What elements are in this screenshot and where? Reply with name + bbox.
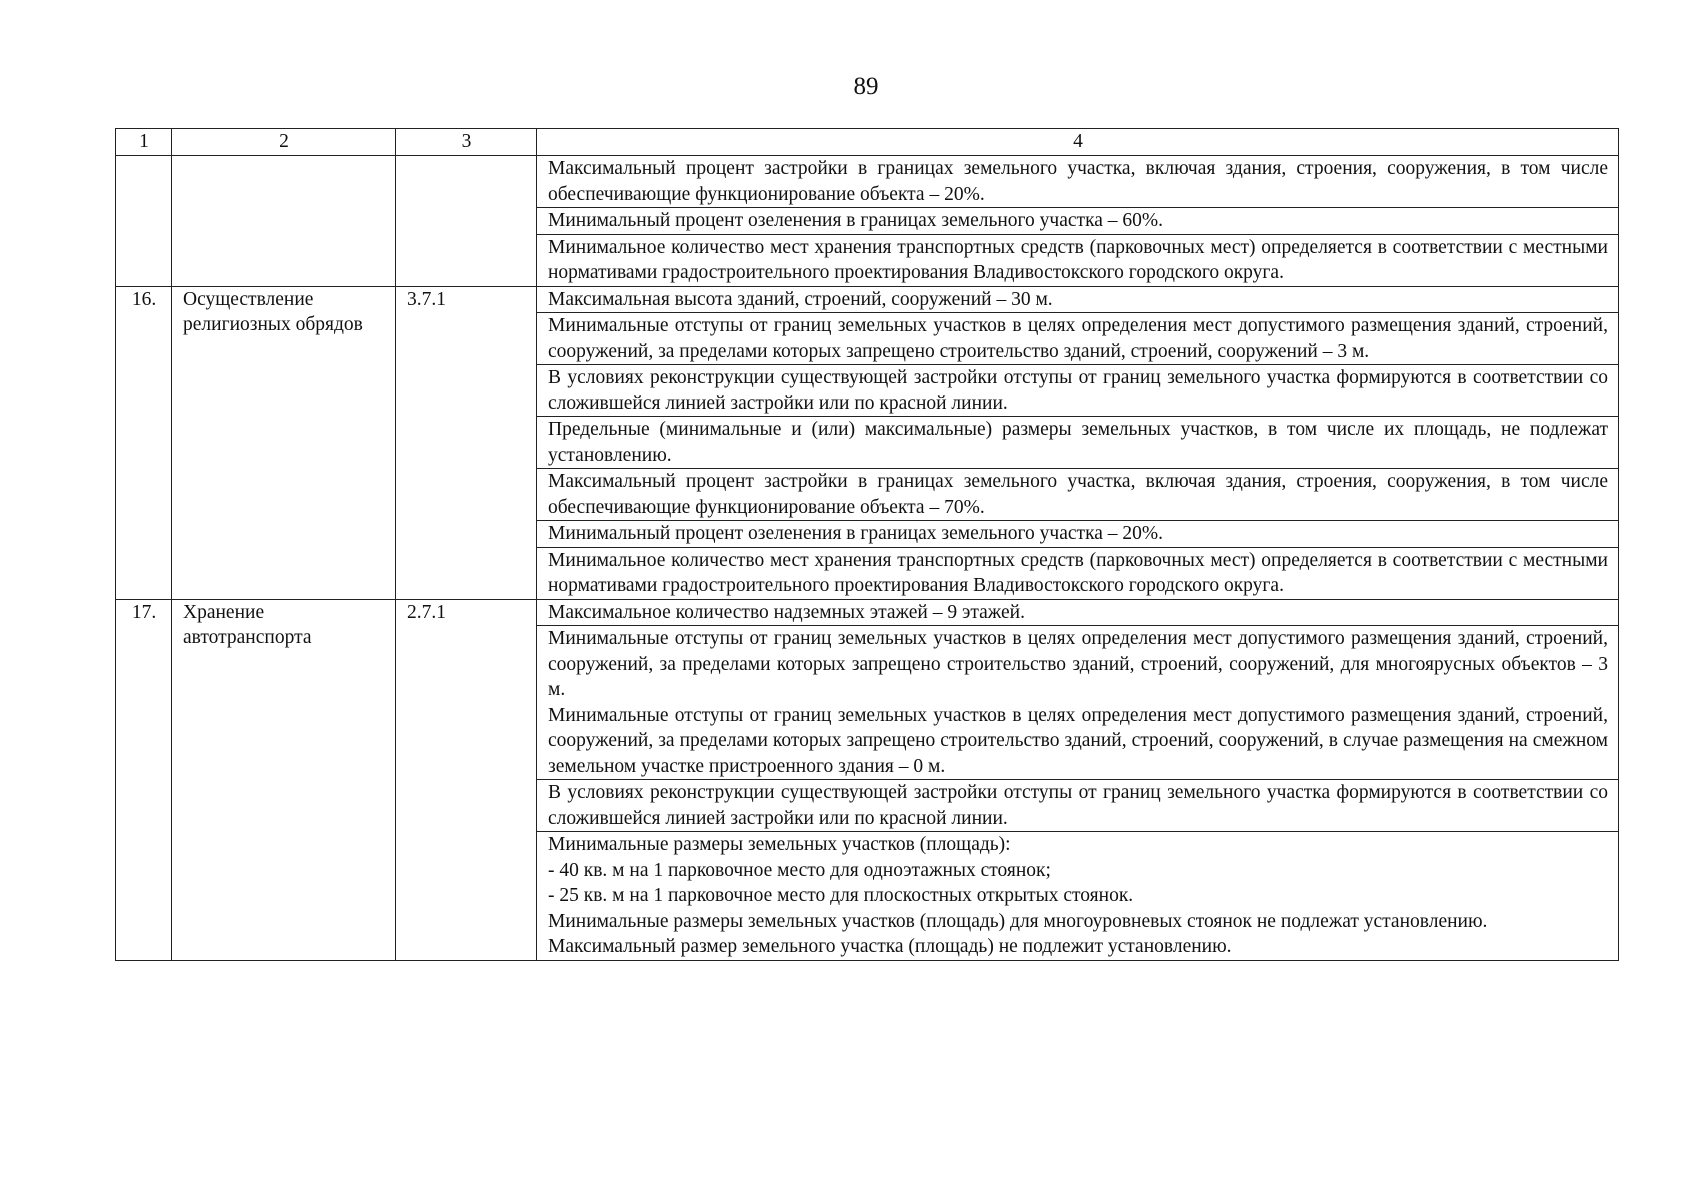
parameter-cell (537, 313, 1619, 365)
parameter-cell (537, 780, 1619, 832)
parameter-text: Максимальный размер земельного участка (площадь) не подлежит установлению. (548, 936, 1232, 957)
parameter-text: Минимальное количество мест хранения транспортных средств (парковочных мест) определяется в соответствии с местными нормативами градостроительного проектирования Владивостокского городского округа. (548, 549, 1608, 596)
use-name-cell: Осуществление религиозных обрядов (172, 286, 396, 599)
parameter-cell (537, 286, 1619, 313)
table-row (116, 286, 1619, 313)
regulations-table (115, 128, 1619, 961)
parameter-cell (537, 626, 1619, 780)
parameter-text: Минимальные отступы от границ земельных участков в целях определения мест допустимого размещения зданий, строений, сооружений, за пределами которых запрещено строительство зданий, строений, сооружений, в случае размещения на смежном земельном участке пристроенного здания – 0 м. (548, 704, 1608, 777)
parameter-cell (537, 417, 1619, 469)
table-row (116, 599, 1619, 626)
parameter-text: Максимальная высота зданий, строений, сооружений – 30 м. (548, 288, 1053, 310)
parameter-text: Максимальный процент застройки в границах земельного участка, включая здания, строения, сооружения, в том числе обеспечивающие функционирование объекта – 70%. (548, 471, 1608, 518)
page-number: 89 (853, 73, 879, 100)
use-name-cell: Хранение автотранспорта (172, 599, 396, 960)
parameter-text: В условиях реконструкции существующей застройки отступы от границ земельного участка формируются в соответствии со сложившейся линией застройки или по красной линии. (548, 782, 1608, 829)
table-row (116, 156, 1619, 208)
parameter-text: Предельные (минимальные и (или) максимальные) размеры земельных участков, в том числе их площадь, не подлежат установлению. (548, 419, 1608, 466)
parameter-cell (537, 234, 1619, 286)
parameter-cell (537, 832, 1619, 961)
row-number-cell (116, 156, 172, 287)
parameter-text: Минимальные размеры земельных участков (площадь): (548, 834, 1011, 855)
use-name-cell (172, 156, 396, 287)
row-number-cell: 16. (116, 286, 172, 599)
parameter-text: В условиях реконструкции существующей застройки отступы от границ земельного участка формируются в соответствии со сложившейся линией застройки или по красной линии. (548, 367, 1608, 414)
parameter-text: Максимальный процент застройки в границах земельного участка, включая здания, строения, сооружения, в том числе обеспечивающие функционирование объекта – 20%. (548, 158, 1608, 205)
parameter-cell (537, 547, 1619, 599)
parameter-text: Минимальный процент озеленения в границах земельного участка – 20%. (548, 523, 1164, 544)
parameter-cell (537, 469, 1619, 521)
header-cell-3: 3 (396, 129, 537, 156)
header-cell-1: 1 (116, 129, 172, 156)
parameter-text: Максимальное количество надземных этажей – 9 этажей. (548, 601, 1025, 623)
header-row (116, 129, 1619, 156)
parameter-text: - 25 кв. м на 1 парковочное место для плоскостных открытых стоянок. (548, 885, 1134, 906)
parameter-cell (537, 156, 1619, 208)
parameter-text: Минимальный процент озеленения в границах земельного участка – 60%. (548, 210, 1164, 231)
parameter-text: - 40 кв. м на 1 парковочное место для одноэтажных стоянок; (548, 859, 1051, 881)
parameter-cell (537, 599, 1619, 626)
use-code-cell (396, 156, 537, 287)
header-cell-4: 4 (537, 129, 1619, 156)
row-number-cell: 17. (116, 599, 172, 960)
parameter-text: Минимальные размеры земельных участков (площадь) для многоуровневых стоянок не подлежат установлению. (548, 910, 1488, 932)
use-code-cell: 3.7.1 (396, 286, 537, 599)
header-cell-2: 2 (172, 129, 396, 156)
parameter-text: Минимальные отступы от границ земельных участков в целях определения мест допустимого размещения зданий, строений, сооружений, за пределами которых запрещено строительство зданий, строений, сооружений, для многоярусных объектов – 3 м. (548, 628, 1608, 700)
parameter-cell (537, 208, 1619, 235)
parameter-text: Минимальные отступы от границ земельных участков в целях определения мест допустимого размещения зданий, строений, сооружений, за пределами которых запрещено строительство зданий, строений, сооружений – 3 м. (548, 315, 1608, 362)
parameter-cell (537, 521, 1619, 548)
parameter-text: Минимальное количество мест хранения транспортных средств (парковочных мест) определяется в соответствии с местными нормативами градостроительного проектирования Владивостокского городского округа. (548, 236, 1608, 283)
parameter-cell (537, 365, 1619, 417)
use-code-cell: 2.7.1 (396, 599, 537, 960)
